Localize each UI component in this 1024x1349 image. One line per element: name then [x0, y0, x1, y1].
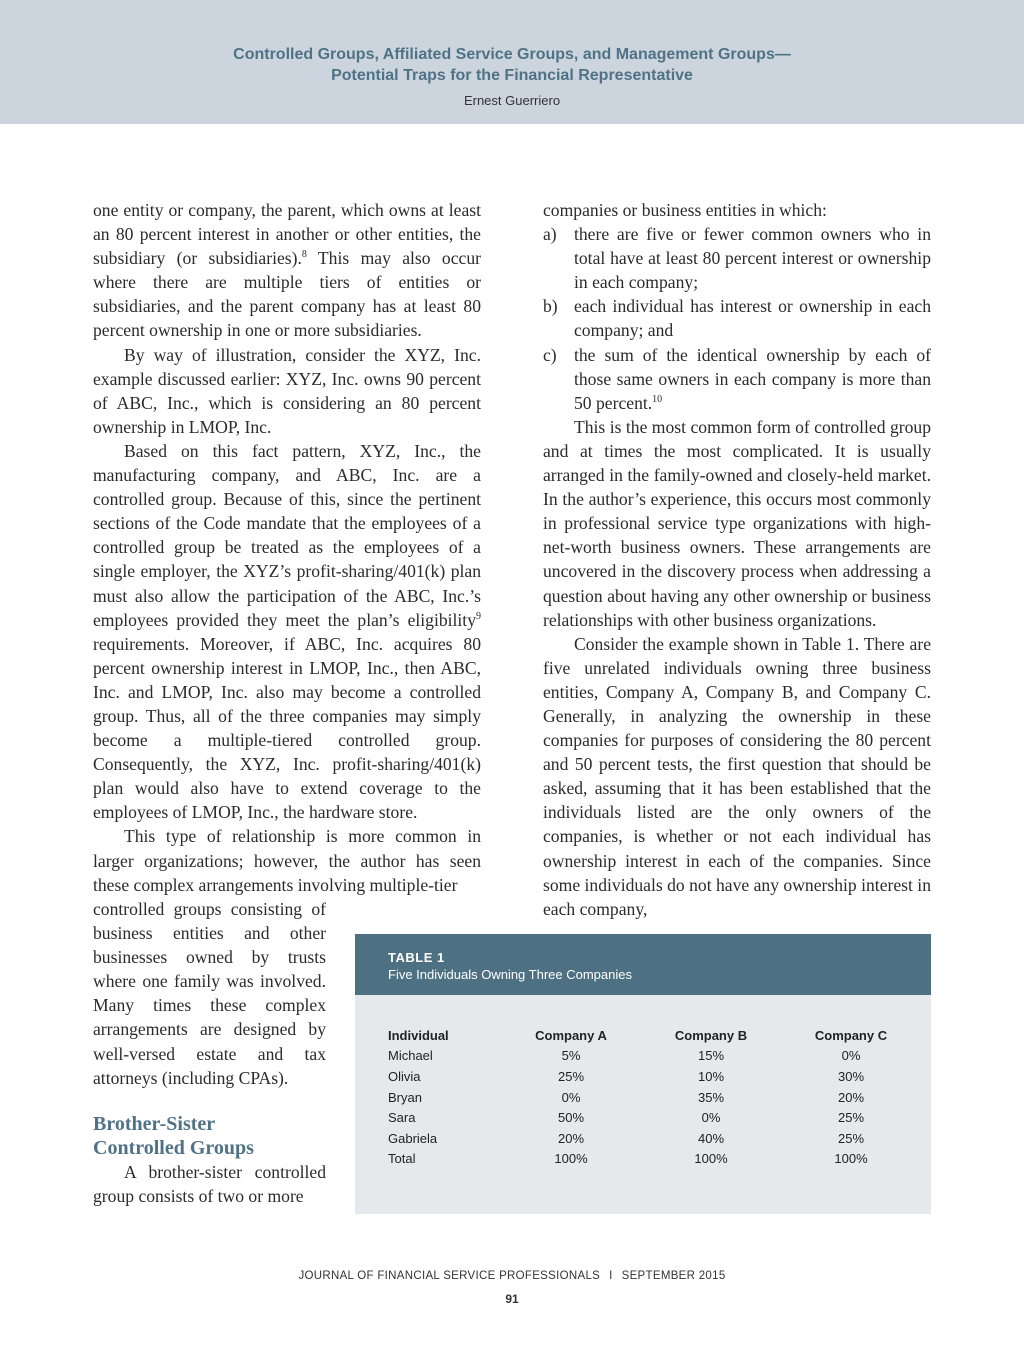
list-item-text: the sum of the identical ownership by each of those same owners in each company is more than 50 percent. [574, 344, 931, 413]
author-name: Ernest Guerriero [463, 93, 561, 108]
criteria-list-item [543, 343, 931, 415]
left-column-narrow [93, 897, 326, 1208]
criteria-list-item [543, 294, 931, 342]
footnote-ref-8: 8 [301, 249, 307, 261]
paragraph-relationship: This type of relationship is more common in larger organizations; however, the author has seen these complex arrangements involving multiple-tier [93, 826, 481, 895]
column-header: Individual [388, 1027, 449, 1043]
paragraph-parent-subsidiary: one entity or company, the parent, which owns at least an 80 percent interest in another or other entities, the subsidiary (or subsidiaries).$^8$ This may also occur where there are multiple tiers of entities or subsidiaries, and the parent company has at least 80 percent ownership in one or more subsidiaries. [93, 200, 481, 341]
ownership-percent-cell: 0% [701, 1110, 721, 1126]
ownership-percent-cell: 15% [697, 1048, 725, 1064]
column-header: Company B [674, 1027, 748, 1043]
owner-name-cell: Sara [388, 1110, 416, 1126]
list-item-text: there are five or fewer common owners who in total have at least 80 percent interest or ownership in each company; [574, 224, 931, 293]
paragraph-relationship-continued: controlled groups consisting of business entities and other businesses owned by trusts where one family was involved. Many times these complex arrangements are designed by well-versed estate and tax attorneys (including CPAs). [93, 899, 326, 1088]
ownership-table-grid [388, 1025, 921, 1169]
page-number: 91 [505, 1292, 519, 1306]
paragraph-brother-sister: A brother-sister controlled group consists of two or more [93, 1161, 326, 1206]
list-marker: a) [543, 224, 557, 245]
ownership-percent-cell: 25% [837, 1110, 865, 1126]
ownership-percent-cell: 100% [834, 1151, 868, 1167]
article-title-line-1: Controlled Groups, Affiliated Service Groups, and Management Groups— [233, 46, 791, 63]
paragraph-illustration: By way of illustration, consider the XYZ, Inc. example discussed earlier: XYZ, Inc. owns 90 percent of ABC, Inc., which is considering an 80 percent ownership in LMOP, Inc. [93, 344, 481, 437]
list-marker: b) [543, 296, 558, 317]
issue-date: SEPTEMBER 2015 [621, 1270, 726, 1282]
table-label: TABLE 1 [388, 950, 445, 965]
criteria-list [543, 222, 931, 415]
article-title-line-2: Potential Traps for the Financial Representative [331, 67, 693, 84]
table-body [388, 1046, 921, 1170]
table-row [388, 1046, 921, 1067]
footnote-ref-10: 10 [652, 393, 663, 405]
owner-name-cell: Total [388, 1151, 416, 1167]
journal-footer [0, 1270, 1024, 1282]
article-title [0, 44, 1024, 86]
ownership-percent-cell: 40% [697, 1130, 725, 1146]
footnote-ref-9: 9 [476, 610, 481, 622]
owner-name-cell: Olivia [388, 1068, 421, 1084]
ownership-percent-cell: 20% [557, 1130, 585, 1146]
ownership-percent-cell: 35% [697, 1089, 725, 1105]
ownership-percent-cell: 10% [697, 1068, 725, 1084]
owner-name-cell: Bryan [388, 1089, 422, 1105]
list-intro: companies or business entities in which: [543, 200, 827, 220]
ownership-percent-cell: 50% [557, 1110, 585, 1126]
section-heading: Brother-Sister Controlled Groups [93, 1112, 254, 1159]
paragraph-table-example: Consider the example shown in Table 1. There are five unrelated individuals owning three business entities, Company A, Company B, and Company C. Generally, in analyzing the ownership in these companies for purposes of considering the 80 percent and 50 percent tests, the first question that should be asked, assuming that it has been established that the individuals listed are the only owners of the companies, is whether or not each individual has ownership interest in each of the companies. Since some individuals do not have any ownership interest in each company, [543, 633, 931, 919]
footer-separator: I [609, 1270, 613, 1282]
table-header-band [355, 934, 931, 995]
ownership-percent-cell: 0% [841, 1048, 861, 1064]
criteria-list-item [543, 222, 931, 294]
table-row [388, 1066, 921, 1087]
table-header-row [388, 1025, 921, 1046]
paragraph-common-form: This is the most common form of controlled group and at times the most complicated. It is usually arranged in the family-owned and closely-held market. In the author’s experience, this occurs most commonly in professional service type organizations with high-net-worth business owners. These arrangements are uncovered in the discovery process when addressing a question about having any other ownership or business relationships with other business organizations. [543, 416, 931, 630]
ownership-table [355, 934, 931, 1214]
journal-name: JOURNAL OF FINANCIAL SERVICE PROFESSIONALS [298, 1270, 601, 1282]
table-row [388, 1149, 921, 1170]
owner-name-cell: Michael [388, 1048, 433, 1064]
ownership-percent-cell: 25% [557, 1068, 585, 1084]
table-row [388, 1087, 921, 1108]
running-header [0, 0, 1024, 124]
table-row [388, 1107, 921, 1128]
ownership-percent-cell: 25% [837, 1130, 865, 1146]
table-caption: Five Individuals Owning Three Companies [388, 967, 632, 982]
ownership-percent-cell: 100% [554, 1151, 588, 1167]
paragraph-fact-pattern: Based on this fact pattern, XYZ, Inc., the manufacturing company, and ABC, Inc. are a controlled group. Because of this, since the pertinent sections of the Code mandate that the employees of a controlled group be treated as the employees of a single employer, the XYZ’s profit-sharing/401(k) plan must also allow the participation of the ABC, Inc.’s employees provided they meet the plan’s eligibility$^9$ requirements. Moreover, if ABC, Inc. acquires 80 percent ownership interest in LMOP, Inc., then ABC, Inc. and LMOP, Inc. also may become a controlled group. Thus, all of the three companies may simply become a multiple-tiered controlled group. Consequently, the XYZ, Inc. profit-sharing/401(k) plan would also have to extend coverage to the employees of LMOP, Inc., the hardware store. [93, 440, 481, 823]
ownership-percent-cell: 30% [837, 1068, 865, 1084]
ownership-percent-cell: 0% [561, 1089, 581, 1105]
list-marker: c) [543, 344, 557, 365]
column-header: Company C [814, 1027, 888, 1043]
column-header: Company A [535, 1027, 607, 1043]
ownership-percent-cell: 5% [561, 1048, 581, 1064]
owner-name-cell: Gabriela [388, 1130, 438, 1146]
right-column [543, 198, 931, 921]
left-column [93, 198, 481, 897]
table-row [388, 1128, 921, 1149]
ownership-percent-cell: 20% [837, 1089, 865, 1105]
list-item-text: each individual has interest or ownership in each company; and [574, 296, 931, 341]
ownership-percent-cell: 100% [694, 1151, 728, 1167]
